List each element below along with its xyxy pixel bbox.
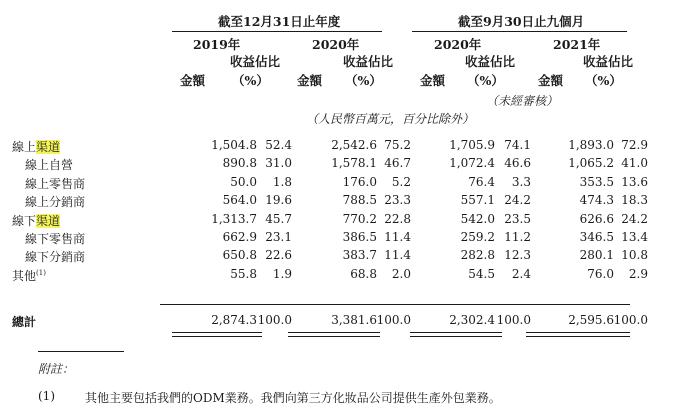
cell-value: 564.0	[222, 193, 257, 208]
amount-label-col5: 金額	[420, 73, 446, 88]
cell-value: 54.5	[468, 266, 495, 281]
cell-value: 1,705.9	[449, 138, 495, 152]
cell-value: 45.7	[265, 211, 292, 226]
total-double-rule	[526, 332, 630, 337]
row-label	[25, 193, 85, 210]
share-label-col8: 收益佔比	[583, 54, 634, 69]
cell-value: 31.0	[265, 156, 292, 171]
table-row	[0, 154, 700, 172]
row-label	[12, 138, 60, 155]
year-header-2021-nine: 2021年	[553, 37, 601, 52]
cell-value: 23.3	[384, 193, 411, 208]
amount-label-col7: 金額	[538, 73, 564, 88]
cell-value: 24.2	[621, 211, 648, 226]
cell-value: 557.1	[460, 193, 495, 208]
cell-value: 75.2	[384, 138, 411, 152]
cell-value: 1,504.8	[211, 138, 257, 152]
row-label	[12, 267, 46, 284]
cell-value: 626.6	[579, 211, 614, 226]
row-label	[25, 248, 85, 265]
row-label-highlight: 渠道	[36, 140, 61, 154]
share-label-col6: 收益佔比	[465, 54, 516, 69]
table-row	[0, 210, 700, 228]
cell-value: 13.4	[621, 230, 648, 244]
cell-value: 10.8	[621, 248, 648, 263]
cell-value: 1,313.7	[211, 211, 257, 226]
total-double-rule	[410, 332, 502, 337]
cell-value: 346.5	[579, 230, 614, 244]
cell-value: 5.2	[391, 174, 411, 189]
cell-value: 383.7	[342, 248, 377, 263]
share-label-col4: 收益佔比	[343, 54, 394, 69]
header-rule-right	[412, 31, 627, 32]
row-label	[12, 212, 60, 229]
cell-value: 52.4	[265, 138, 292, 152]
cell-value: 74.1	[504, 138, 531, 152]
cell-value: 22.8	[384, 211, 411, 226]
cell-value: 1,072.4	[449, 156, 495, 171]
cell-value: 1,065.2	[568, 156, 614, 171]
cell-value: 282.8	[460, 248, 495, 263]
header-rule-left	[172, 31, 382, 32]
cell-value: 22.6	[265, 248, 292, 263]
total-value: 100.0	[496, 313, 531, 327]
cell-value: 2,542.6	[331, 138, 377, 152]
cell-value: 353.5	[579, 174, 614, 189]
period-header-fiscal-year: 截至12月31日止年度	[218, 14, 341, 29]
row-label-highlight: 渠道	[36, 213, 61, 228]
cell-value: 386.5	[342, 230, 377, 244]
cell-value: 176.0	[342, 174, 377, 189]
row-label-text: 線上自營	[25, 158, 74, 173]
cell-value: 76.0	[587, 266, 614, 281]
notes-heading: 附註：	[38, 362, 75, 376]
cell-value: 770.2	[342, 211, 377, 226]
cell-value: 50.0	[230, 174, 257, 189]
year-header-2020-nine: 2020年	[434, 37, 482, 52]
row-label-text: 線下零售商	[25, 232, 86, 246]
cell-value: 13.6	[621, 174, 648, 189]
total-value: 3,381.6	[331, 313, 377, 327]
cell-value: 11.2	[504, 230, 531, 244]
total-double-rule	[172, 332, 262, 337]
amount-label-col3: 金額	[297, 73, 323, 88]
cell-value: 55.8	[230, 266, 257, 281]
total-label: 總計	[12, 315, 37, 329]
cell-value: 23.1	[265, 230, 292, 244]
table-row	[0, 173, 700, 191]
cell-value: 76.4	[468, 174, 495, 189]
total-value: 100.0	[613, 313, 648, 327]
cell-value: 41.0	[621, 156, 648, 171]
year-header-2020-full: 2020年	[312, 37, 360, 52]
note-text: 其他主要包括我們的ODM業務。我們向第三方化妝品公司提供生產外包業務。	[85, 391, 501, 405]
currency-note: （人民幣百萬元，百分比除外）	[306, 112, 475, 126]
cell-value: 24.2	[504, 193, 531, 208]
cell-value: 2.4	[511, 266, 531, 281]
cell-value: 46.6	[504, 156, 531, 171]
cell-value: 11.4	[384, 248, 411, 263]
pct-label-col8: （%）	[585, 73, 622, 88]
total-top-rule	[160, 304, 630, 305]
cell-value: 1.8	[272, 174, 292, 189]
cell-value: 23.5	[504, 211, 531, 226]
pct-label-col4: （%）	[345, 73, 382, 88]
cell-value: 542.0	[460, 211, 495, 226]
cell-value: 474.3	[579, 193, 614, 208]
cell-value: 68.8	[350, 266, 377, 281]
table-row	[0, 265, 700, 283]
cell-value: 662.9	[222, 230, 257, 244]
total-value: 2,595.6	[568, 313, 614, 327]
share-label-col2: 收益佔比	[230, 54, 281, 69]
total-row	[0, 311, 700, 329]
period-header-nine-months: 截至9月30日止九個月	[458, 14, 585, 29]
row-label-text: 線下分銷商	[25, 250, 86, 265]
cell-value: 46.7	[384, 156, 411, 171]
cell-value: 18.3	[621, 193, 648, 208]
cell-value: 3.3	[511, 174, 531, 189]
pct-label-col6: （%）	[467, 73, 504, 88]
table-row	[0, 246, 700, 264]
footnote-marker: (1)	[36, 268, 46, 277]
cell-value: 72.9	[621, 138, 648, 152]
notes-rule	[38, 351, 124, 352]
cell-value: 280.1	[579, 248, 614, 263]
pct-label-col2: （%）	[232, 73, 269, 88]
cell-value: 1,893.0	[568, 138, 614, 152]
total-double-rule	[288, 332, 380, 337]
row-label-text: 線上零售商	[25, 176, 86, 191]
row-label	[25, 175, 85, 192]
row-label-text: 線上分銷商	[25, 195, 86, 210]
table-row	[0, 228, 700, 246]
total-value: 2,302.4	[449, 313, 495, 327]
cell-value: 1,578.1	[331, 156, 377, 171]
cell-value: 1.9	[272, 266, 292, 281]
cell-value: 11.4	[384, 230, 411, 244]
table-row	[0, 191, 700, 209]
table-row	[0, 136, 700, 154]
cell-value: 890.8	[222, 156, 257, 171]
row-label	[25, 156, 73, 173]
row-label-text: 線下	[12, 213, 37, 228]
row-label-text: 其他	[12, 268, 37, 283]
cell-value: 650.8	[222, 248, 257, 263]
cell-value: 2.0	[391, 266, 411, 281]
cell-value: 259.2	[460, 230, 495, 244]
total-value: 100.0	[257, 313, 292, 327]
year-header-2019: 2019年	[193, 37, 241, 52]
row-label	[25, 230, 85, 247]
cell-value: 788.5	[342, 193, 377, 208]
row-label-text: 線上	[12, 140, 37, 154]
cell-value: 19.6	[265, 193, 292, 208]
total-value: 2,874.3	[211, 313, 257, 327]
total-value: 100.0	[376, 313, 411, 327]
cell-value: 12.3	[504, 248, 531, 263]
unaudited-note: （未經審核）	[486, 94, 559, 108]
cell-value: 2.9	[628, 266, 648, 281]
amount-label-col1: 金額	[180, 73, 206, 88]
note-marker: (1)	[38, 389, 55, 403]
